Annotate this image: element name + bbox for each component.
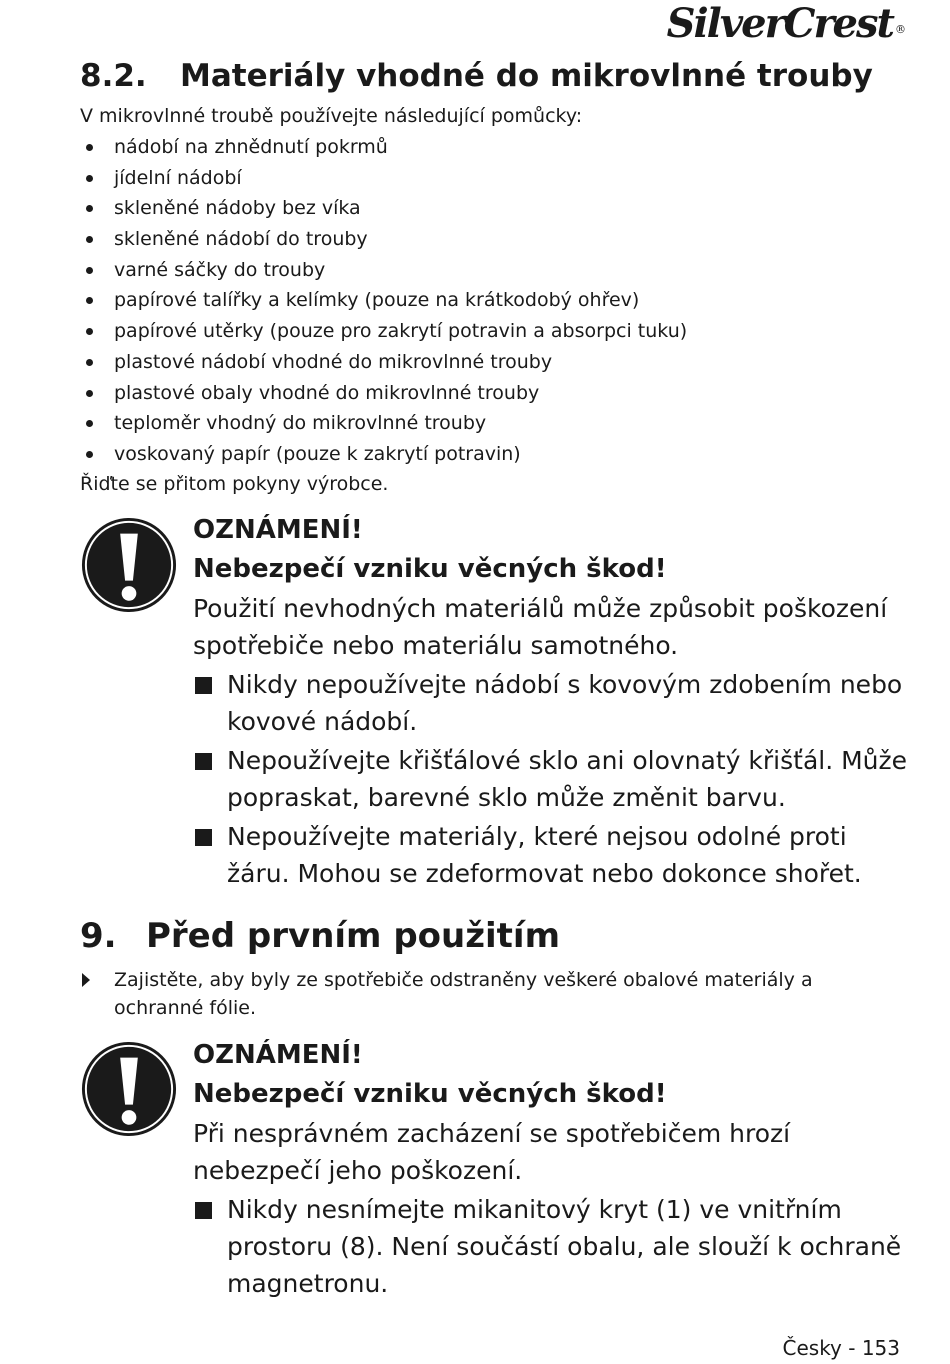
bullet-icon [86,175,93,182]
registered-mark: ® [895,23,906,36]
notice-bullet-list [193,1191,913,1302]
notice-bullet-list [193,666,913,892]
brand-logo [667,2,904,46]
exclamation-icon [80,1040,178,1138]
notice-box [193,1035,913,1304]
list-item: skleněné nádobí do trouby [80,224,687,255]
step-arrow-icon [82,973,90,987]
square-bullet-icon [195,753,212,770]
bullet-icon [86,390,93,397]
bullet-icon [86,236,93,243]
list-item: jídelní nádobí [80,163,687,194]
section-number: 9. [80,916,117,956]
materials-list [80,132,687,470]
square-bullet-icon [195,829,212,846]
list-item: papírové utěrky (pouze pro zakrytí potravin a absorpci tuku) [80,316,687,347]
exclamation-icon [80,516,178,614]
bullet-icon [86,205,93,212]
notice-text: Při nesprávném zacházení se spotřebičem hrozí nebezpečí jeho poškození. [193,1119,791,1185]
list-item: plastové nádobí vhodné do mikrovlnné trouby [80,347,687,378]
bullet-icon [86,451,93,458]
page-number: Česky - 153 [782,1336,900,1360]
list-item: varné sáčky do trouby [80,255,687,286]
notice-subtitle: Nebezpečí vzniku věcných škod! [193,1079,667,1109]
bullet-icon [86,267,93,274]
bullet-icon [86,297,93,304]
section-intro: V mikrovlnné troubě používejte následující pomůcky: [80,105,583,127]
list-item: nádobí na zhnědnutí pokrmů [80,132,687,163]
bullet-icon [86,144,93,151]
section-title: Materiály vhodné do mikrovlnné trouby [180,58,873,94]
list-item: Nepoužívejte křišťálové sklo ani olovnatý křišťál. Může popraskat, barevné sklo může změnit barvu. [193,742,913,816]
notice-label: OZNÁMENÍ! [193,515,363,545]
list-item: Nikdy nepoužívejte nádobí s kovovým zdobením nebo kovové nádobí. [193,666,913,740]
section-9-heading [80,913,560,959]
list-item: Nikdy nesnímejte mikanitový kryt (1) ve vnitřním prostoru (8). Není součástí obalu, ale slouží k ochraně magnetronu. [193,1191,913,1302]
notice-text: Použití nevhodných materiálů může způsobit poškození spotřebiče nebo materiálu samotného. [193,594,888,660]
bullet-icon [86,328,93,335]
list-item: plastové obaly vhodné do mikrovlnné trouby [80,378,687,409]
square-bullet-icon [195,1202,212,1219]
list-item: papírové talířky a kelímky (pouze na krátkodobý ohřev) [80,285,687,316]
list-item: skleněné nádoby bez víka [80,193,687,224]
section-number: 8.2. [80,58,147,94]
bullet-icon [86,359,93,366]
list-item: Nepoužívejte materiály, které nejsou odolné proti žáru. Mohou se zdeformovat nebo dokonce shořet. [193,818,913,892]
instruction-step [80,966,902,1022]
square-bullet-icon [195,677,212,694]
manufacturer-note: Řiďte se přitom pokyny výrobce. [80,473,389,495]
section-8-2-heading [80,56,873,96]
notice-label: OZNÁMENÍ! [193,1040,363,1070]
list-item: teploměr vhodný do mikrovlnné trouby [80,408,687,439]
brand-name: SilverCrest [666,0,893,47]
bullet-icon [86,420,93,427]
section-title: Před prvním použitím [146,916,560,956]
notice-box [193,510,913,894]
list-item: voskovaný papír (pouze k zakrytí potravin) [80,439,687,470]
notice-subtitle: Nebezpečí vzniku věcných škod! [193,554,667,584]
step-text: Zajistěte, aby byly ze spotřebiče odstraněny veškeré obalové materiály a ochranné fólie. [114,969,813,1019]
